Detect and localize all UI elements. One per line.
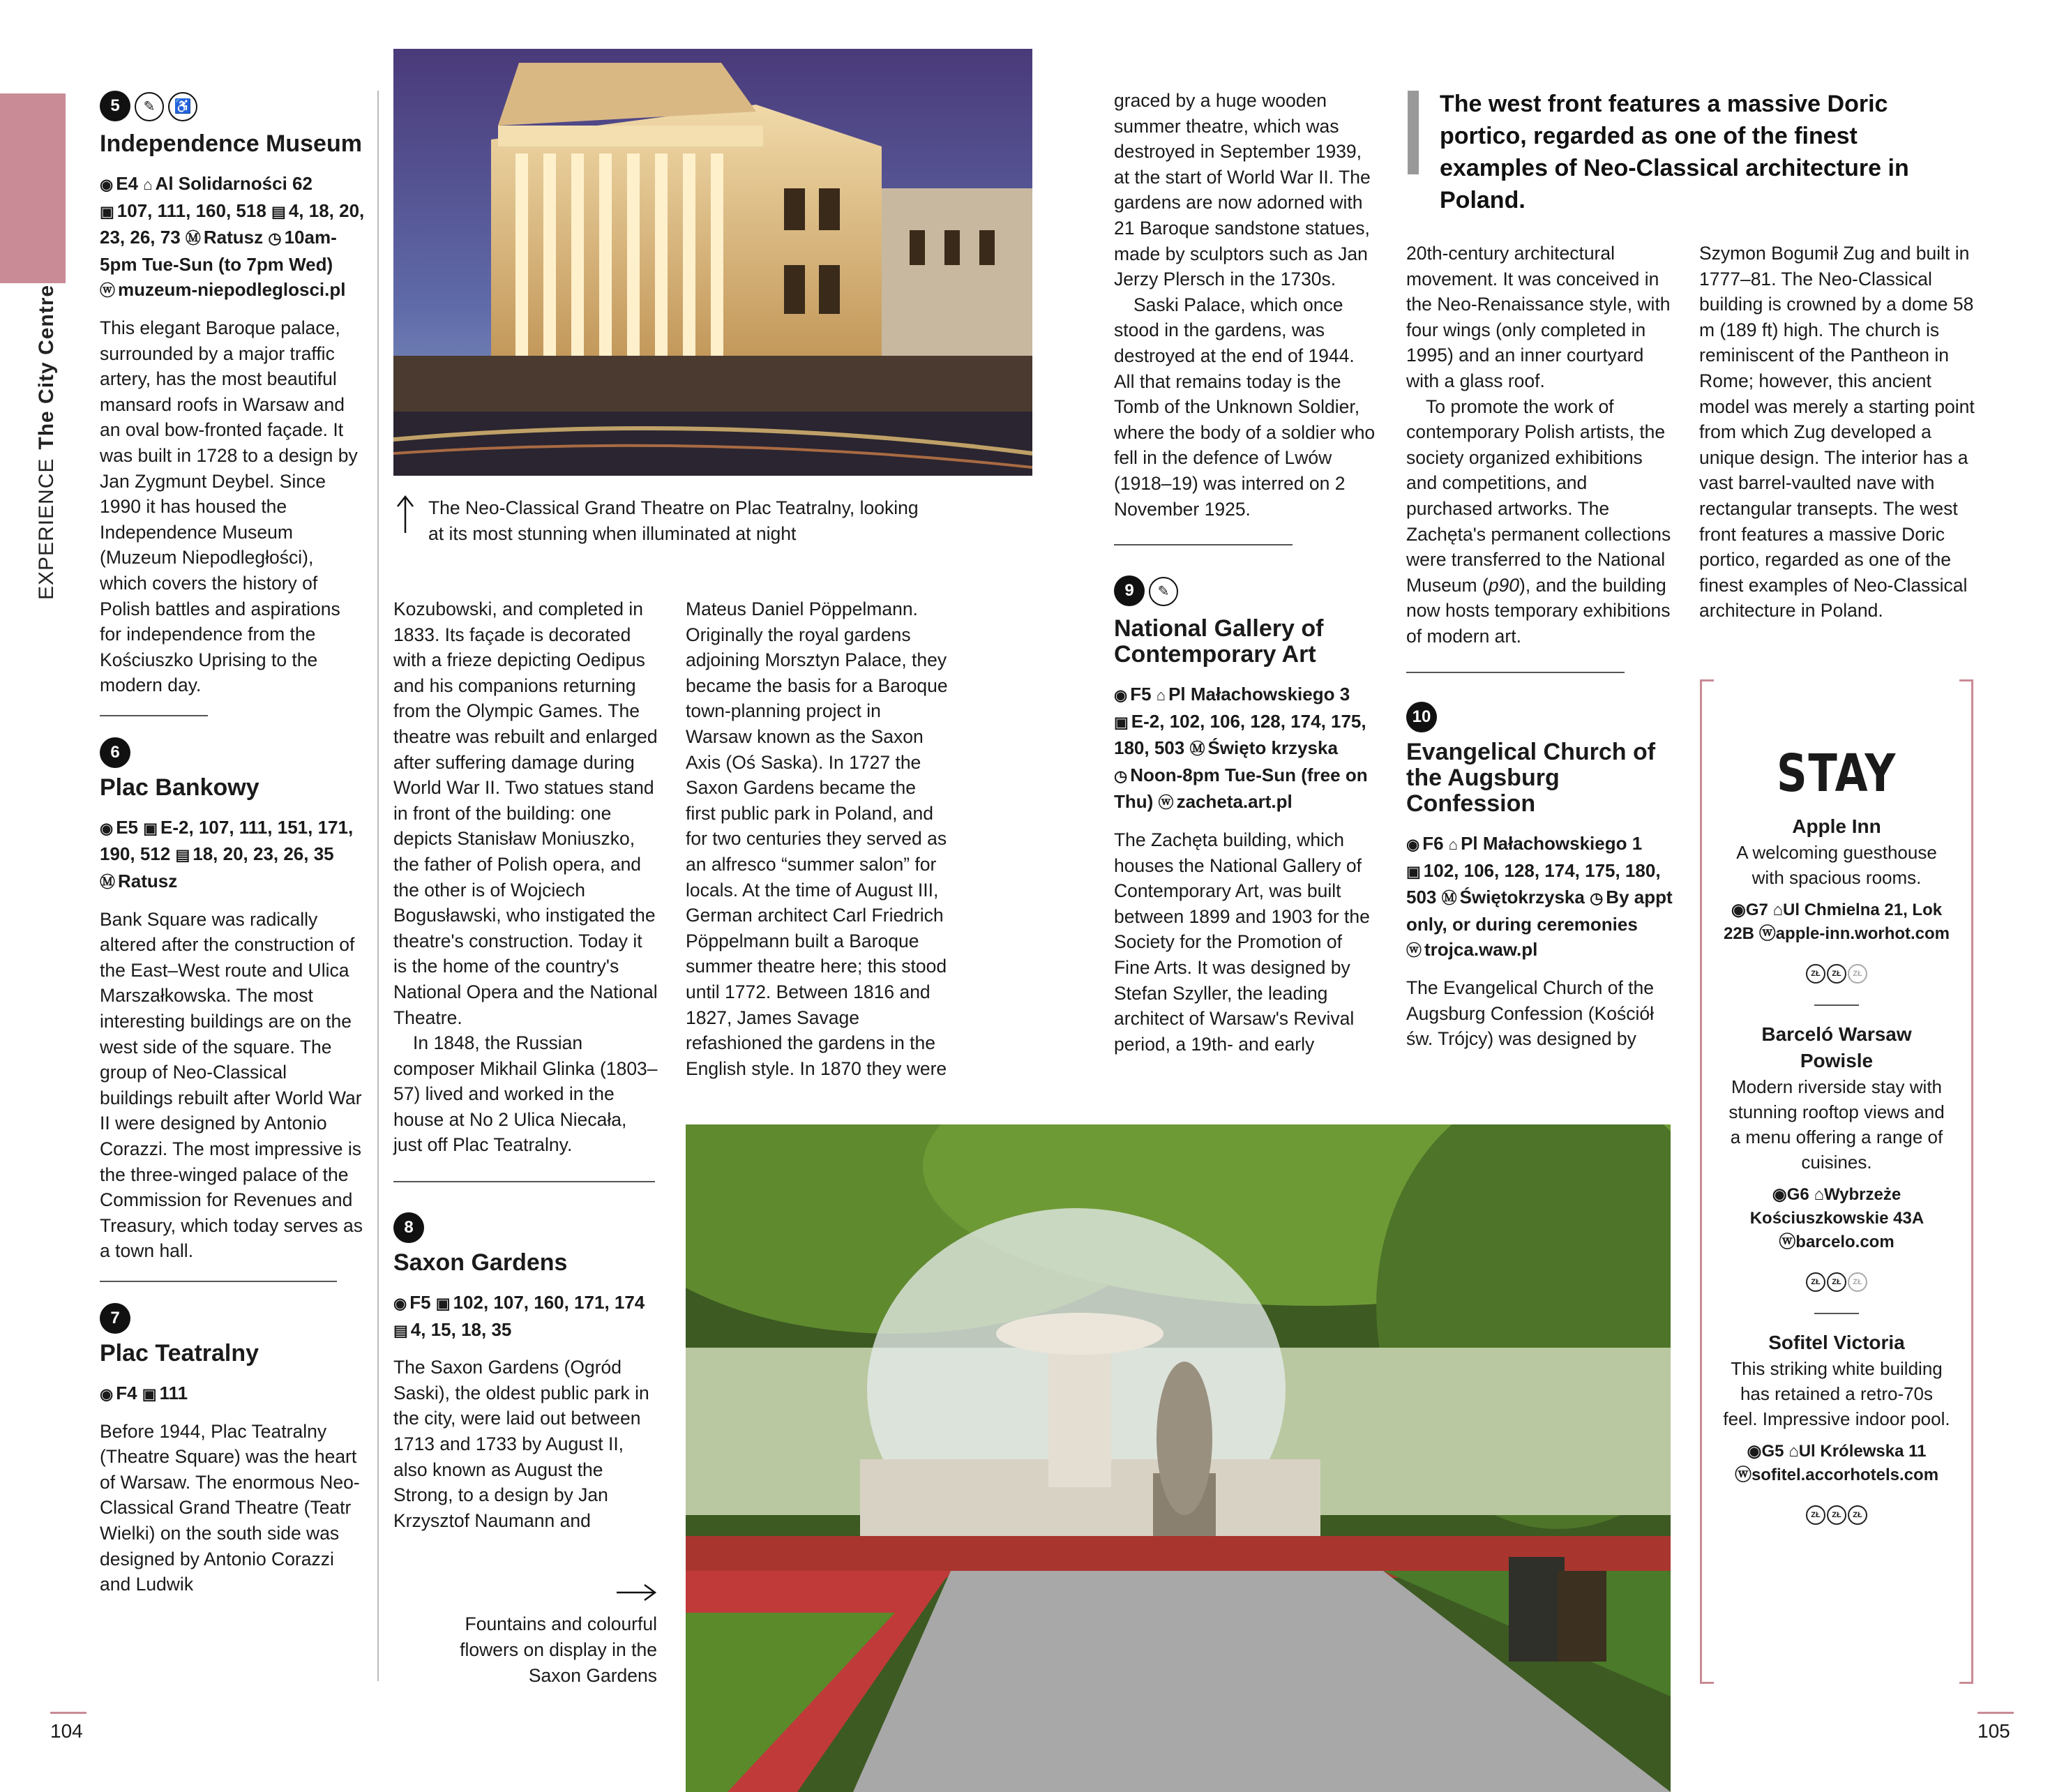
tram-icon: ▤ <box>175 846 190 864</box>
column-6 <box>1699 241 1978 624</box>
entry-info: ◉ E5 ▣ E-2, 107, 111, 151, 171, 190, 512 ▤ 18, 20, 23, 26, 35 Ⓜ Ratusz <box>100 816 354 892</box>
hotel-website[interactable]: apple-inn.worhot.com <box>1775 924 1950 943</box>
page-number-right: 105 <box>1978 1720 2010 1742</box>
paragraph: Kozubowski, and completed in 1833. Its façade is decorated with a frieze depicting Oedipus and his companions returning from the Olympic Games. The theatre was rebuilt and enlarged after suffering damage during World War II. Two statues stand in front of the building: one depicts Stanisław Moniuszko, the father of Polish opera, and the other is of Wojciech Bogusławski, who instigated the theatre's construction. Today it is the home of the country's National Opera and the National Theatre. <box>393 598 658 1028</box>
bus-icon: ▣ <box>1406 862 1421 880</box>
entry-info: ◉ F4 ▣ 111 <box>100 1382 188 1403</box>
theatre-caption: The Neo-Classical Grand Theatre on Plac Teatralny, looking at its most stunning when illuminated at night <box>428 497 919 544</box>
price-rating <box>1723 1265 1950 1292</box>
entry-body: The Saxon Gardens (Ogród Saski), the oldest public park in the city, were laid out between 1713 and 1733 by August II, also known as August the Strong, to a design by Jan Krzysztof Naumann and <box>393 1357 649 1531</box>
web-icon: ⓦ <box>100 282 116 300</box>
price-icon: ZŁ <box>1806 964 1825 984</box>
clock-icon: ◷ <box>1590 889 1604 908</box>
website-link[interactable]: trojca.waw.pl <box>1424 939 1538 961</box>
entry-number-badge: 9 <box>1114 575 1145 606</box>
price-icon: ZŁ <box>1848 1505 1867 1525</box>
saxon-gardens-illustration <box>686 1124 1671 1792</box>
entry-info: ◉ E4 ⌂ Al Solidarności 62 ▣ 107, 111, 160, 518 ▤ 4, 18, 20, 23, 26, 73 Ⓜ Ratusz ◷ 10am-5pm Tue-Sun (to 7pm Wed) ⓦ muzeum-niepodleglosci.pl <box>100 173 365 301</box>
web-icon: ⓦ <box>1406 942 1422 960</box>
price-icon: ZŁ <box>1806 1505 1825 1525</box>
map-pin-icon: ◉ <box>1406 836 1420 853</box>
web-icon: ⓦ <box>1779 1233 1796 1251</box>
clock-icon: ◷ <box>1114 767 1128 785</box>
pull-quote: The west front features a massive Doric portico, regarded as one of the finest examples of Neo-Classical architecture in Poland. <box>1440 91 1909 213</box>
bus-icon: ▣ <box>435 1295 451 1312</box>
page-number-left: 104 <box>50 1720 83 1742</box>
stay-box <box>1700 679 1973 1684</box>
divider <box>393 1181 655 1182</box>
entry-info: ◉ F5 ⌂ Pl Małachowskiego 3 ▣ E-2, 102, 106, 128, 174, 175, 180, 503 Ⓜ Święto krzyska ◷ Noon-8pm Tue-Sun (free on Thu) ⓦ zacheta.art.pl <box>1114 684 1368 813</box>
gardens-caption: Fountains and colourful flowers on display in the Saxon Gardens <box>460 1613 657 1686</box>
page-reference[interactable]: p90 <box>1488 574 1520 596</box>
address-icon: ⌂ <box>1814 1185 1824 1204</box>
section-name: EXPERIENCE <box>35 458 58 600</box>
entry-number-badge: 8 <box>393 1212 424 1243</box>
hotel-name: Apple Inn <box>1792 815 1881 837</box>
entry-title: Plac Bankowy <box>100 774 259 801</box>
entry-title: Saxon Gardens <box>393 1249 568 1276</box>
price-icon: ZŁ <box>1827 1272 1846 1292</box>
divider <box>100 1281 337 1282</box>
ticket-icon: ✎ <box>135 92 164 121</box>
address-icon: ⌂ <box>1156 686 1166 704</box>
divider <box>100 715 208 716</box>
entry-number-badge: 7 <box>100 1303 130 1334</box>
map-pin-icon: ◉ <box>1114 686 1128 704</box>
arrow-right-icon <box>615 1582 657 1603</box>
entry-5-header <box>100 91 365 121</box>
section-label <box>35 285 59 600</box>
entry-title: Evangelical Church of the Augsburg Confession <box>1406 739 1656 817</box>
entry-body: Bank Square was radically altered after the construction of the East–West route and Ulica Marszałkowska. The most interesting buildings are on the west side of the square. The group of Neo-Classical buildings rebuilt after World War II were designed by Antonio Corazzi. The most impressive is the three-winged palace of the Commission for Revenues and Treasury, which today serves as a town hall. <box>100 908 363 1262</box>
map-pin-icon: ◉ <box>1747 1442 1762 1461</box>
page-number-rule <box>50 1712 86 1714</box>
entry-body: The Zachęta building, which houses the National Gallery of Contemporary Art, was built between 1899 and 1903 for the Society for the Promotion of Fine Arts. It was designed by Stefan Szyller, the leading architect of Warsaw's Revival period, a 19th- and early <box>1114 829 1370 1055</box>
arrow-up-icon <box>395 492 416 534</box>
divider <box>1406 672 1625 673</box>
grand-theatre-photo <box>393 49 1032 476</box>
price-icon: ZŁ <box>1806 1272 1825 1292</box>
column-separator <box>377 91 379 1681</box>
website-link[interactable]: zacheta.art.pl <box>1176 791 1293 813</box>
hotel-name: Barceló Warsaw Powisle <box>1761 1023 1912 1071</box>
column-2 <box>393 596 658 1158</box>
address-icon: ⌂ <box>143 176 153 193</box>
entry-number-badge: 6 <box>100 737 130 768</box>
hotel-website[interactable]: sofitel.accorhotels.com <box>1751 1466 1939 1484</box>
entry-6-header <box>100 737 365 768</box>
hotel-description: A welcoming guesthouse with spacious rooms. <box>1736 842 1937 888</box>
entry-body: Before 1944, Plac Teatralny (Theatre Square) was the heart of Warsaw. The enormous Neo-Classical Grand Theatre (Teatr Wielki) on the south side was designed by Antonio Corazzi and Ludwik <box>100 1420 360 1595</box>
web-icon: ⓦ <box>1758 924 1776 943</box>
hotel-name: Sofitel Victoria <box>1768 1332 1905 1353</box>
ticket-icon: ✎ <box>1149 577 1178 606</box>
entry-8 <box>393 1212 658 1533</box>
bus-icon: ▣ <box>100 202 114 220</box>
map-pin-icon: ◉ <box>1772 1185 1787 1204</box>
paragraph: Mateus Daniel Pöppelmann. Originally the royal gardens adjoining Morsztyn Palace, they became the basis for a Baroque town-planning project in Warsaw known as the Saxon Axis (Oś Saska). In 1727 the Saxon Gardens became the first public park in Poland, and for two centuries they served as an alfresco “summer salon” for locals. At the time of August III, German architect Carl Friedrich Pöppelmann built a Baroque summer theatre here; this stood until 1772. Between 1816 and 1827, James Savage refashioned the gardens in the English style. In 1870 they were <box>686 598 948 1079</box>
column-4 <box>1114 88 1379 522</box>
clock-icon: ◷ <box>268 229 282 248</box>
entry-number-badge: 10 <box>1406 702 1437 732</box>
entry-info: ◉ F6 ⌂ Pl Małachowskiego 1 ▣ 102, 106, 128, 174, 175, 180, 503 Ⓜ Świętokrzyska ◷ By appt only, or during ceremonies ⓦ trojca.waw.pl <box>1406 833 1673 961</box>
entry-7-header <box>100 1303 365 1334</box>
paragraph: Saski Palace, which once stood in the gardens, was destroyed at the end of 1944. All that remains today is the Tomb of the Unknown Soldier, where the body of a soldier who fell in the defence of Lwów (1918–19) was interred on 2 November 1925. <box>1114 294 1376 520</box>
bus-icon: ▣ <box>142 1385 157 1403</box>
address-icon: ⌂ <box>1448 836 1459 853</box>
map-pin-icon: ◉ <box>100 176 114 193</box>
stay-heading: STAY <box>1776 744 1897 804</box>
entry-info: ◉ F5 ▣ 102, 107, 160, 171, 174 ▤ 4, 15, 18, 35 <box>393 1292 645 1340</box>
price-rating <box>1723 1498 1950 1525</box>
grand-theatre-illustration <box>393 49 1032 476</box>
map-pin-icon: ◉ <box>1731 901 1746 919</box>
map-pin-icon: ◉ <box>100 819 114 837</box>
map-pin-icon: ◉ <box>393 1295 407 1312</box>
entry-title: Plac Teatralny <box>100 1339 259 1366</box>
entry-9 <box>1114 575 1379 1057</box>
area-name: The City Centre <box>35 284 58 450</box>
price-icon: ZŁ <box>1848 1272 1867 1292</box>
entry-body: This elegant Baroque palace, surrounded by a major traffic artery, has the most beautiful mansard roofs in Warsaw and an oval bow-fronted façade. It was built in 1728 to a design by Jan Zygmunt Deybel. Since 1990 it has housed the Independence Museum (Muzeum Niepodległości), which covers the history of Polish battles and aspirations for independence from the Kościuszko Uprising to the modern day. <box>100 317 358 696</box>
section-color-tab <box>0 93 66 283</box>
column-1 <box>100 91 365 1597</box>
metro-icon: Ⓜ <box>100 873 116 891</box>
entry-10 <box>1406 702 1680 1052</box>
web-icon: ⓦ <box>1158 794 1174 812</box>
price-icon: ZŁ <box>1827 1505 1846 1525</box>
paragraph: Szymon Bogumił Zug and built in 1777–81. The Neo-Classical building is crowned by a dome 58 m (189 ft) high. The church is reminiscent of the Pantheon in Rome; however, this ancient model was merely a starting point from which Zug developed a unique design. The interior has a vast barrel-vaulted nave with rectangular transepts. The west front features a massive Doric portico, regarded as one of the finest examples of Neo-Classical architecture in Poland. <box>1699 243 1975 622</box>
entry-title: National Gallery of Contemporary Art <box>1114 615 1324 668</box>
price-icon: ZŁ <box>1848 964 1867 984</box>
price-rating <box>1723 957 1950 984</box>
entry-number-badge: 5 <box>100 91 130 121</box>
stay-item: Sofitel Victoria This striking white building has retained a retro-70s feel. Impressive indoor pool. ◉G5 ⌂Ul Królewska 11 ⓦsofitel.accorhotels.com ZŁ ZŁ ZŁ <box>1723 1330 1950 1525</box>
metro-icon: Ⓜ <box>1189 740 1205 758</box>
hotel-description: This striking white building has retained a retro-70s feel. Impressive indoor pool. <box>1723 1358 1950 1429</box>
paragraph: To promote the work of contemporary Polish artists, the society organized exhibitions and competitions, and purchased artworks. The Zachęta's permanent collections were transferred to the National Museum (p90), and the building now hosts temporary exhibitions of modern art. <box>1406 396 1671 647</box>
tram-icon: ▤ <box>271 202 286 220</box>
metro-icon: Ⓜ <box>1441 889 1457 908</box>
metro-icon: Ⓜ <box>185 229 201 248</box>
paragraph: graced by a huge wooden summer theatre, which was destroyed in September 1939, at the start of World War II. The gardens are now adorned with 21 Baroque sandstone statues, made by sculptors such as Jan Jerzy Plersch in the 1730s. <box>1114 90 1371 290</box>
address-icon: ⌂ <box>1788 1442 1799 1461</box>
bus-icon: ▣ <box>1114 713 1129 731</box>
paragraph: 20th-century architectural movement. It was conceived in the Neo-Renaissance style, with four wings (only completed in 1995) and an inner courtyard with a glass roof. <box>1406 243 1671 391</box>
divider <box>1114 544 1293 545</box>
entry-body: The Evangelical Church of the Augsburg Confession (Kościół św. Trójcy) was designed by <box>1406 977 1655 1050</box>
map-pin-icon: ◉ <box>100 1385 114 1403</box>
accessible-icon: ♿ <box>168 92 197 121</box>
stay-item: Apple Inn A welcoming guesthouse with spacious rooms. ◉G7 ⌂Ul Chmielna 21, Lok 22B ⓦapple-inn.worhot.com ZŁ ZŁ ZŁ <box>1723 813 1950 1006</box>
page-number-rule <box>1978 1712 2014 1714</box>
quote-bar <box>1408 91 1419 174</box>
entry-title: Independence Museum <box>100 130 362 157</box>
tram-icon: ▤ <box>393 1321 408 1339</box>
stay-item: Barceló Warsaw Powisle Modern riverside stay with stunning rooftop views and a menu offering a range of cuisines. ◉G6 ⌂Wybrzeże Kościuszkowskie 43A ⓦbarcelo.com ZŁ ZŁ ZŁ <box>1723 1021 1950 1314</box>
website-link[interactable]: muzeum-niepodleglosci.pl <box>118 279 346 301</box>
hotel-website[interactable]: barcelo.com <box>1795 1233 1894 1251</box>
hotel-description: Modern riverside stay with stunning rooftop views and a menu offering a range of cuisines. <box>1728 1076 1945 1173</box>
address-icon: ⌂ <box>1772 901 1784 919</box>
paragraph: In 1848, the Russian composer Mikhail Glinka (1803–57) lived and worked in the house at No 2 Ulica Niecała, just off Plac Teatralny. <box>393 1032 658 1156</box>
price-icon: ZŁ <box>1827 964 1846 984</box>
web-icon: ⓦ <box>1734 1466 1752 1484</box>
column-5 <box>1406 241 1671 649</box>
column-3 <box>686 596 951 1081</box>
bus-icon: ▣ <box>143 819 158 837</box>
saxon-gardens-photo <box>686 1124 1671 1792</box>
